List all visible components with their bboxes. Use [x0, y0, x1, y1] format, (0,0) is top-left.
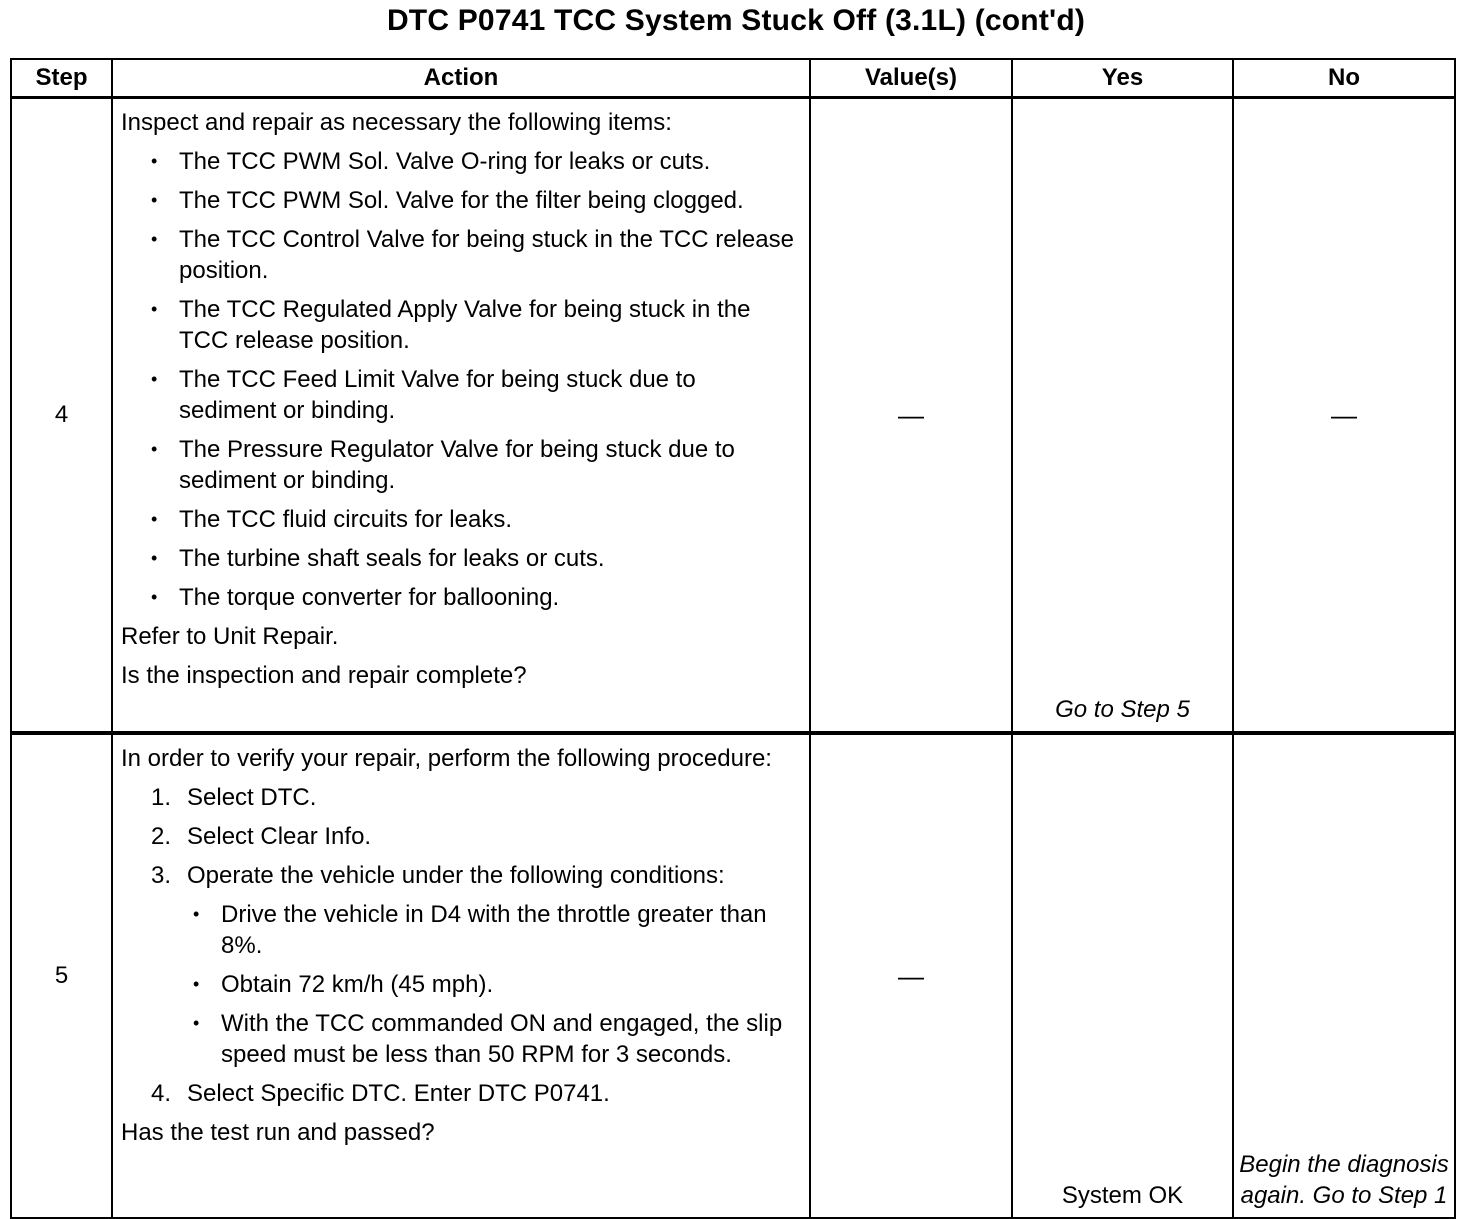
list-item: • With the TCC commanded ON and engaged, the slip speed must be less than 50 RPM for 3 seconds. [221, 1008, 799, 1070]
action-intro: Inspect and repair as necessary the following items: [121, 109, 672, 136]
value-cell: — [810, 733, 1012, 1218]
step-text: Operate the vehicle under the following conditions: [187, 862, 725, 889]
step-number: 5 [11, 733, 112, 1218]
step-index: 2. [151, 823, 172, 850]
diagnostic-table [10, 58, 1456, 1219]
step-text: Select DTC. [187, 784, 317, 811]
list-item [151, 860, 799, 1070]
action-cell [112, 98, 810, 734]
header-step: Step [11, 59, 112, 98]
procedure-list [121, 782, 799, 1109]
list-item: • Obtain 72 km/h (45 mph). [221, 969, 799, 1000]
yes-cell: System OK [1012, 733, 1233, 1218]
step-index: 3. [151, 862, 172, 889]
list-item: • Drive the vehicle in D4 with the throttle greater than 8%. [221, 899, 799, 961]
list-item: • The TCC Feed Limit Valve for being stuck due to sediment or binding. [179, 364, 799, 426]
step-index: 4. [151, 1080, 172, 1107]
table-header-row [11, 59, 1455, 98]
list-item [151, 782, 799, 813]
yes-cell: Go to Step 5 [1012, 98, 1233, 734]
list-item: • The TCC fluid circuits for leaks. [179, 504, 799, 535]
inspection-list [121, 146, 799, 613]
header-yes: Yes [1012, 59, 1233, 98]
table-row-step-5 [11, 733, 1455, 1218]
no-cell: Begin the diagnosis again. Go to Step 1 [1233, 733, 1455, 1218]
action-question: Is the inspection and repair complete? [121, 662, 527, 689]
action-question: Has the test run and passed? [121, 1119, 435, 1146]
step-text: Select Clear Info. [187, 823, 372, 850]
list-item: • The torque converter for ballooning. [179, 582, 799, 613]
list-item: • The TCC Regulated Apply Valve for being stuck in the TCC release position. [179, 294, 799, 356]
list-item: • The Pressure Regulator Valve for being stuck due to sediment or binding. [179, 434, 799, 496]
list-item [151, 821, 799, 852]
no-cell: — [1233, 98, 1455, 734]
page-title: DTC P0741 TCC System Stuck Off (3.1L) (cont'd) [386, 4, 1086, 37]
action-note: Refer to Unit Repair. [121, 623, 339, 650]
step-index: 1. [151, 784, 172, 811]
list-item: • The TCC PWM Sol. Valve for the filter being clogged. [179, 185, 799, 216]
condition-list [187, 899, 799, 1070]
header-values: Value(s) [810, 59, 1012, 98]
step-text: Select Specific DTC. Enter DTC P0741. [187, 1080, 610, 1107]
action-intro: In order to verify your repair, perform the following procedure: [121, 745, 772, 772]
header-no: No [1233, 59, 1455, 98]
header-action: Action [112, 59, 810, 98]
action-cell [112, 733, 810, 1218]
list-item [151, 1078, 799, 1109]
table-row-step-4 [11, 98, 1455, 734]
list-item: • The turbine shaft seals for leaks or cuts. [179, 543, 799, 574]
step-number: 4 [11, 98, 112, 734]
list-item: • The TCC Control Valve for being stuck in the TCC release position. [179, 224, 799, 286]
list-item: • The TCC PWM Sol. Valve O-ring for leaks or cuts. [179, 146, 799, 177]
value-cell: — [810, 98, 1012, 734]
